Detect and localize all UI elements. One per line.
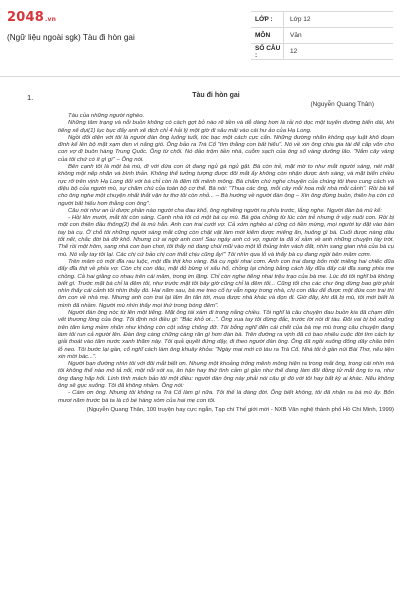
story-paragraph: Câu nói như an ủi được phần nào người cha đau khổ, ông nghiêng người ra phía trước, lắng nghe. Người đàn bà mù kể: [68,207,382,214]
story-paragraph: Bên cạnh tôi là một bà mù, đi với đứa con út đang ngủ gà ngủ gật. Bà còn trẻ, mặt mờ to như mắt người sáng, nét mặt không một nếp nhăn và bình thản. Không thể tưởng tượng được đôi mắt ấy không còn nhận được ánh sáng, và mặt biển chiều rực rỡ trên vịnh Hạ Long đối với bà chỉ còn là đêm tối mênh mông. Bà chấm chú nghe chuyện của chúng tôi theo cung cách và điệu bộ của người mù, sự chăm chú của toàn bộ cơ thể. Bà nói: "Thua các ông, mỗi cây mỗi hoa mỗi nhà mỗi cảnh". Rồi bà kể cho ông nghe một chuyện nhất thắt vận tư thơ tôi còn nhỏ... – Bà hướng về người đàn ông – Xin ông đừng buồn, thiên hạ còn có người bất hiếu hơn thằng con ông". [58,164,394,207]
question-content [58,91,394,414]
meta-key: LỚP : [255,16,273,23]
meta-key: MÔN [255,32,271,39]
story-paragraph: Người bạn đường nhìn tôi với đôi mắt biết ơn. Nhưng một khoảng trống mênh mông hiện ra trong mắt ông, trong cái nhìn mà tôi không thể nào mô tả nổi, một nỗi xót xa, ân hận hay thứ tình cảm gì gần như thể đang làm đôi đồng tử mắt ông to ra, như ông đang hấp hối. Linh tính mách bảo tôi một điều: người đàn ông này phải nói câu gì đó với tôi hay bất kỳ ai khác. Nếu không ông sẽ gục xuống. Tôi đã không nhầm. Ông nói: [58,361,394,389]
story-paragraph: - Cám ơn ông. Nhưng tôi không ra Trà Cổ làm gì nữa. Tôi thế là đáng đời. Ông biết không, tôi đã nhận ra bà mù ấy. Bốn mươi năm trước bà ta là cô bé hàng xóm của hai mẹ con tôi. [58,390,394,404]
logo-suffix: .vn [44,16,57,23]
story-paragraph: Ngồi đối diện với tôi là người đàn ông luống tuổi, tóc bạc một cách cực cẩn. Những đường nhăn không quy luật khô đoạn đình kể lên bộ mặt xạm đen vì nắng gió. Ông bảo ra Trà Cổ "tìm thằng con bất hiếu". Nó về xin ông chia gia tài để cấp vốn cho con vợ đi buôn hàng Trung Quốc. Ông từ chối. Nó đảo trộm tiền nhà, cuỗm sạch của ông số vàng dưỡng lão. "Nắm cây vàng của tôi chứ có ít gì gì" – Ông nói. [58,134,394,163]
meta-value: 12 [283,44,393,59]
logo-text: 2048 [7,10,44,25]
meta-row-count [251,44,393,60]
meta-table [251,11,393,60]
story-paragraph: - Hồi lên mười, mắt tôi còn sáng. Cạnh nhà tôi có một bà cụ mù. Bà góa chồng từ lúc còn trẻ nhưng ở vậy nuôi con. Rồi bị một con thiên đầu thống(2) thế là mù hẳn. Anh con trai cưới vợ. Cả xóm nghèo ai cũng có tiền mừng, mọi người tự đặt vào bàn tay bà cụ. Ở chỗ tôi những người sáng mắt cũng còn chật vật làm mới kiếm được miếng ăn, huống gì bà. Cuối được nàng dâu tốt nết, chắc đời bà đỡ khổ. Nhưng cứ ai ngờ anh con! Sau ngày anh có vợ, người ta đã xỉ xầm về anh những chuyện tày trời. Thế rồi một hôm, sang nhà con bạn chơi, tôi thấy nó đang chúi mũi vào một lỗ thủng trên vách đất, nhìn sang gian nhà của bà cụ mù. Nó vẫy tay tôi lại. Các chị cứ bảo chị con thất chịu cũng ấy!" Tôi nhìn qua lỗ và thấy bà cụ đang ngồi bên mâm cơm. [58,215,394,258]
story-title: Tàu đi hòn gai [192,92,240,99]
site-logo[interactable] [7,10,56,25]
story-author: (Nguyễn Quang Thân) [310,101,374,108]
story-body [58,113,394,405]
story-source: (Nguyễn Quang Thân, 100 truyện hay cực ngắn, Tạp chí Thế giới mới - NXB Văn nghệ thành phố Hồ Chí Minh, 1999) [86,406,394,413]
meta-key: SỐ CÂU : [255,44,281,59]
meta-value: Văn [283,28,393,43]
header-divider [0,76,400,77]
document-title: (Ngữ liệu ngoài sgk) Tàu đi hòn gai [7,33,135,42]
story-paragraph: Người đàn ông nóc từ lên một tiếng. Mặt ông tái xám đi trong nắng chiều. Tôi nghĩ là câu chuyện đau buồn kia đã chạm đến vết thương lòng của ông. Tôi định nói điều gì: "Bác khỏ ơi...". Ông xua tay tôi đừng đắc, trước lời nói đi tàu. Đôi vai bị bỏ xuống trên tấm lưng mềm nhũn như không còn cột sống chống đỡ. Tôi bỗng nghĩ đến cái chết của bà mẹ mù trong câu chuyện đang làm tôi run cả người lên. Đàn ông càng chững càng rãn gì hơn đàn bà. Trên đường ra vịnh đã có bao nhiêu cuộc đời tìm cách tự giải thoát vào tấm nước xanh thăm này. Tôi quả quyết đứng dậy, đi theo người đàn ông. Ông đã ngồi xuống đống dây chão trên lỗ neo. Tôi bước lại gần, cố nghĩ cách làm ông khuây khỏa: "Ngày mai mới có tàu ra Trà Cổ. Nhà tôi ở gần núi Bài Thơ, nếu tiện xin mời bác...". [58,310,394,360]
story-paragraph: Trên mâm có một đĩa rau luộc, một đĩa thịt kho vàng. Bà cụ ngồi nhai cơm. Anh con trai đang bốn một miếng hai chiếc đũa đẩy đĩa thịt về phía vợ. Còn chị con dâu, mặt đỏ bừng vì xấu hổ, chồng lại chồng bằng cách lấy đũa đẩy cái đĩa sang phía mẹ chồng. Cả hai giằng co nhau trên cái mâm, trong im lặng. Chỉ còn nghe tiếng nhai trệu trạo của bà me. Lúc đó tôi nghĩ bà không biết gì. Trước mặt bà chỉ là đêm tối, như trước mặt tôi bây giờ cũng chỉ là đêm tối... Cũng tối cho các chư ông đừng bao giờ phải nhìn thấy cái cảnh tôi nhìn thấy đó. Hai năm sau, bà me treo cổ tự vẫn ngay trong nhà, chị con dâu để được một đứa con trai thì ôm con về nhà mẹ. Nhưng anh con trai lại lấm ăn tấn tới, mua được nhà khác và đọn đi. Giờ đây, khi đã bị mù, tôi mới biết là mình đã nhầm. Người mù nhìn thấy mọi thứ trong bóng đêm". [58,258,394,309]
meta-row-subject [251,28,393,44]
meta-value: Lớp 12 [283,12,393,27]
story-paragraph: Tàu của những người nghèo. [68,113,145,119]
question-number: 1. [27,93,34,102]
story-paragraph: Những tâm trạng và nỗi buồn không có cách gợt bỏ nào rẽ tiền và dễ dàng hơn là rải nó dọc một tuyến đường biển dài, khi tiếng xế đụi(1) lục bục đẩy anh xê dịch chỉ 4 hải lý một giờ đi sâu mãi vào cái hư ảo của Hạ Long. [58,120,394,134]
meta-row-class [251,12,393,28]
